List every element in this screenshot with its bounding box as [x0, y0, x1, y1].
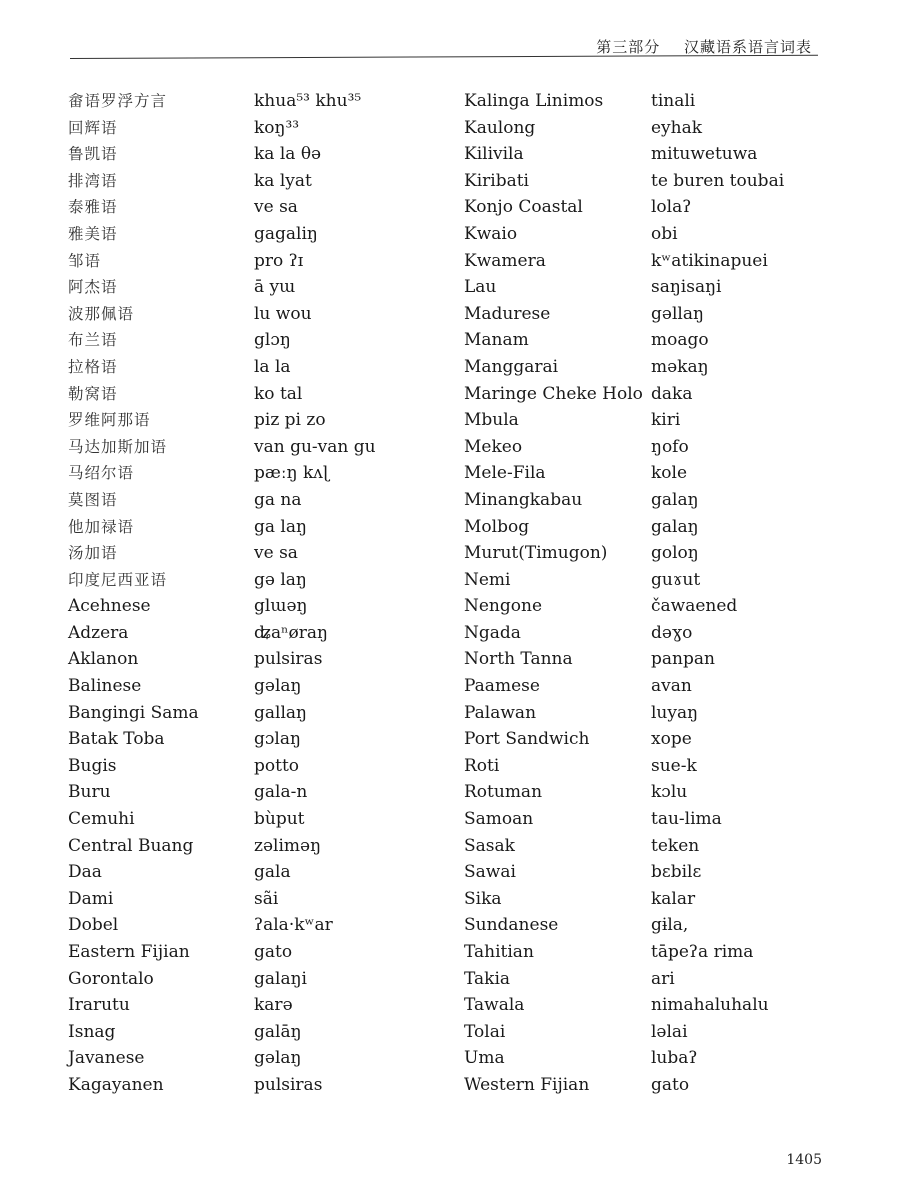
language-name: 泰雅语	[68, 198, 118, 217]
language-name: Murut(Timugon)	[464, 543, 608, 564]
language-name: 布兰语	[68, 331, 118, 350]
word-form: galaŋ	[651, 516, 699, 537]
word-form: glɯəŋ	[254, 596, 308, 617]
language-name: Balinese	[68, 676, 142, 697]
word-form: lubaʔ	[651, 1048, 698, 1069]
word-form: məkaŋ	[651, 356, 709, 377]
word-form: teken	[651, 835, 700, 856]
language-name: 马达加斯加语	[68, 437, 168, 456]
language-name: 莫图语	[68, 490, 118, 509]
language-name: Sawai	[464, 862, 516, 883]
language-name: 邹语	[68, 251, 102, 270]
language-name: Manam	[464, 330, 529, 351]
language-name: 罗维阿那语	[68, 411, 151, 430]
word-form: te buren toubai	[651, 170, 785, 191]
word-form: kɔlu	[651, 782, 688, 803]
language-name: 印度尼西亚语	[68, 570, 168, 589]
word-form: pro ʔɪ	[254, 250, 304, 271]
language-name: Gorontalo	[68, 968, 154, 989]
word-form: karə	[254, 995, 293, 1016]
right-language-column	[464, 88, 654, 1099]
language-name: Madurese	[464, 303, 551, 324]
word-form: glɔŋ	[254, 330, 291, 351]
word-form: pulsiras	[254, 1074, 323, 1095]
word-form: tau-lima	[651, 809, 722, 830]
word-form: eyhak	[651, 117, 703, 138]
language-name: Bugis	[68, 755, 117, 776]
word-form: gɨla,	[651, 915, 689, 936]
word-form: luyaŋ	[651, 702, 699, 723]
language-name: 排湾语	[68, 171, 118, 190]
word-form: kiri	[651, 410, 681, 431]
word-form: lolaʔ	[651, 197, 692, 218]
language-name: Takia	[464, 968, 511, 989]
language-name: Molbog	[464, 516, 530, 537]
word-form: bùput	[254, 809, 305, 830]
word-form: pæːŋ kʌɭ	[254, 463, 330, 484]
word-form: ari	[651, 968, 675, 989]
language-name: Batak Toba	[68, 729, 165, 750]
language-name: Minangkabau	[464, 489, 583, 510]
language-name: Paamese	[464, 676, 540, 697]
word-form: gɔlaŋ	[254, 729, 301, 750]
word-form: ʥaⁿøraŋ	[254, 622, 328, 643]
language-name: Nemi	[464, 569, 511, 590]
word-form: mituwetuwa	[651, 144, 758, 165]
language-name: Cemuhi	[68, 809, 135, 830]
language-name: North Tanna	[464, 649, 573, 670]
language-name: Sasak	[464, 835, 515, 856]
language-name: 畲语罗浮方言	[68, 92, 168, 110]
word-form: piz pi zo	[254, 410, 326, 431]
language-name: Mekeo	[464, 436, 523, 457]
word-form: avan	[651, 676, 692, 697]
word-form: kalar	[651, 888, 696, 909]
word-form: koŋ³³	[254, 117, 300, 138]
language-name: Western Fijian	[464, 1074, 590, 1095]
word-form: goloŋ	[651, 543, 699, 564]
language-name: 雅美语	[68, 224, 118, 243]
language-name: 阿杰语	[68, 278, 118, 297]
word-form: zəliməŋ	[254, 835, 322, 856]
word-form: ve sa	[254, 197, 298, 218]
language-name: Tolai	[464, 1021, 506, 1042]
word-form: guɤut	[651, 569, 701, 590]
word-form: gəlaŋ	[254, 1048, 302, 1069]
language-name: 拉格语	[68, 357, 118, 376]
word-form: gə laŋ	[254, 569, 307, 590]
language-name: Aklanon	[68, 649, 139, 670]
word-form: gato	[651, 1074, 690, 1095]
running-header	[596, 36, 812, 57]
word-form: ga na	[254, 489, 302, 510]
language-name: Uma	[464, 1048, 505, 1069]
word-form: dəɣo	[651, 622, 693, 643]
word-form: čawaened	[651, 596, 738, 617]
language-name: Sika	[464, 888, 502, 909]
language-name: Ngada	[464, 622, 521, 643]
word-form: van gu-van gu	[254, 436, 376, 457]
language-name: Dobel	[68, 915, 119, 936]
language-name: Mbula	[464, 410, 519, 431]
word-form: la la	[254, 356, 291, 377]
language-name: 波那佩语	[68, 304, 135, 323]
language-name: Isnag	[68, 1021, 116, 1042]
language-name: Kalinga Linimos	[464, 91, 604, 111]
language-name: Mele-Fila	[464, 463, 546, 484]
language-name: Sundanese	[464, 915, 559, 936]
language-name: Dami	[68, 888, 114, 909]
word-form: gala	[254, 862, 291, 883]
word-form: kole	[651, 463, 688, 484]
language-name: 他加禄语	[68, 517, 135, 536]
language-name: 勒窝语	[68, 384, 118, 403]
word-form: obi	[651, 223, 678, 244]
header-title: 汉藏语系语言词表	[683, 38, 812, 56]
language-name: Adzera	[68, 622, 129, 643]
word-form: pulsiras	[254, 649, 323, 670]
word-form: ga laŋ	[254, 516, 307, 537]
word-form: sãi	[254, 888, 279, 909]
word-form: galāŋ	[254, 1021, 302, 1042]
word-form: kʷatikinapuei	[651, 250, 768, 271]
word-form: ləlai	[651, 1021, 688, 1042]
language-name: Bangingi Sama	[68, 702, 199, 723]
language-name: 回辉语	[68, 118, 118, 137]
language-name: Samoan	[464, 809, 534, 830]
word-form: tāpeʔa rima	[651, 942, 754, 962]
language-name: Roti	[464, 755, 500, 776]
word-form: saŋisaŋi	[651, 277, 722, 298]
language-name: Acehnese	[68, 596, 151, 617]
language-name: Tawala	[464, 995, 525, 1016]
word-form: ka la θə	[254, 144, 322, 165]
word-form: ŋofo	[651, 436, 689, 457]
language-name: Kwamera	[464, 250, 546, 271]
language-name: 汤加语	[68, 544, 118, 563]
language-name: Tahitian	[464, 942, 534, 962]
word-form: moago	[651, 330, 709, 351]
word-form: ve sa	[254, 543, 298, 564]
language-name: Konjo Coastal	[464, 197, 583, 218]
word-form: ka lyat	[254, 170, 312, 191]
language-name: Kwaio	[464, 223, 518, 244]
language-name: Port Sandwich	[464, 729, 590, 750]
language-name: Buru	[68, 782, 111, 803]
right-word-column	[651, 88, 826, 1099]
language-name: Nengone	[464, 596, 543, 617]
language-name: Eastern Fijian	[68, 942, 190, 962]
word-form: sue-k	[651, 755, 697, 776]
language-name: Lau	[464, 277, 497, 298]
word-form: xope	[651, 729, 692, 750]
header-part: 第三部分	[596, 38, 661, 56]
word-form: daka	[651, 383, 693, 404]
word-form: gallaŋ	[254, 702, 307, 723]
word-form: bɛbilɛ	[651, 862, 702, 883]
language-name: Irarutu	[68, 995, 130, 1016]
word-form: ʔala·kʷar	[254, 915, 333, 936]
language-name: Javanese	[68, 1048, 145, 1069]
word-form: ā yɯ	[254, 277, 296, 298]
language-name: Central Buang	[68, 835, 194, 856]
language-name: Kaulong	[464, 117, 536, 138]
word-form: gəlaŋ	[254, 676, 302, 697]
language-name: 鲁凯语	[68, 145, 118, 164]
word-form: tinali	[651, 91, 696, 111]
language-name: Manggarai	[464, 356, 559, 377]
language-name: Rotuman	[464, 782, 543, 803]
language-name: Kagayanen	[68, 1074, 164, 1095]
word-form: ko tal	[254, 383, 303, 404]
language-name: Daa	[68, 862, 102, 883]
word-form: potto	[254, 755, 300, 776]
word-form: gəllaŋ	[651, 303, 704, 324]
page-number: 1405	[786, 1152, 822, 1168]
word-form: panpan	[651, 649, 715, 670]
language-name: Maringe Cheke Holo	[464, 383, 643, 404]
language-name: 马绍尔语	[68, 464, 135, 483]
word-form: lu wou	[254, 303, 312, 324]
word-form: nimahaluhalu	[651, 995, 769, 1016]
left-word-column	[254, 88, 454, 1099]
word-list	[66, 88, 826, 1118]
word-form: gato	[254, 942, 293, 962]
language-name: Kiribati	[464, 170, 529, 191]
word-form: khua⁵³ khu³⁵	[254, 91, 362, 111]
left-language-column	[68, 88, 248, 1099]
language-name: Kilivila	[464, 144, 524, 165]
word-form: galaŋi	[254, 968, 307, 989]
word-form: galaŋ	[651, 489, 699, 510]
language-name: Palawan	[464, 702, 537, 723]
word-form: gala-n	[254, 782, 308, 803]
word-form: gagaliŋ	[254, 223, 318, 244]
